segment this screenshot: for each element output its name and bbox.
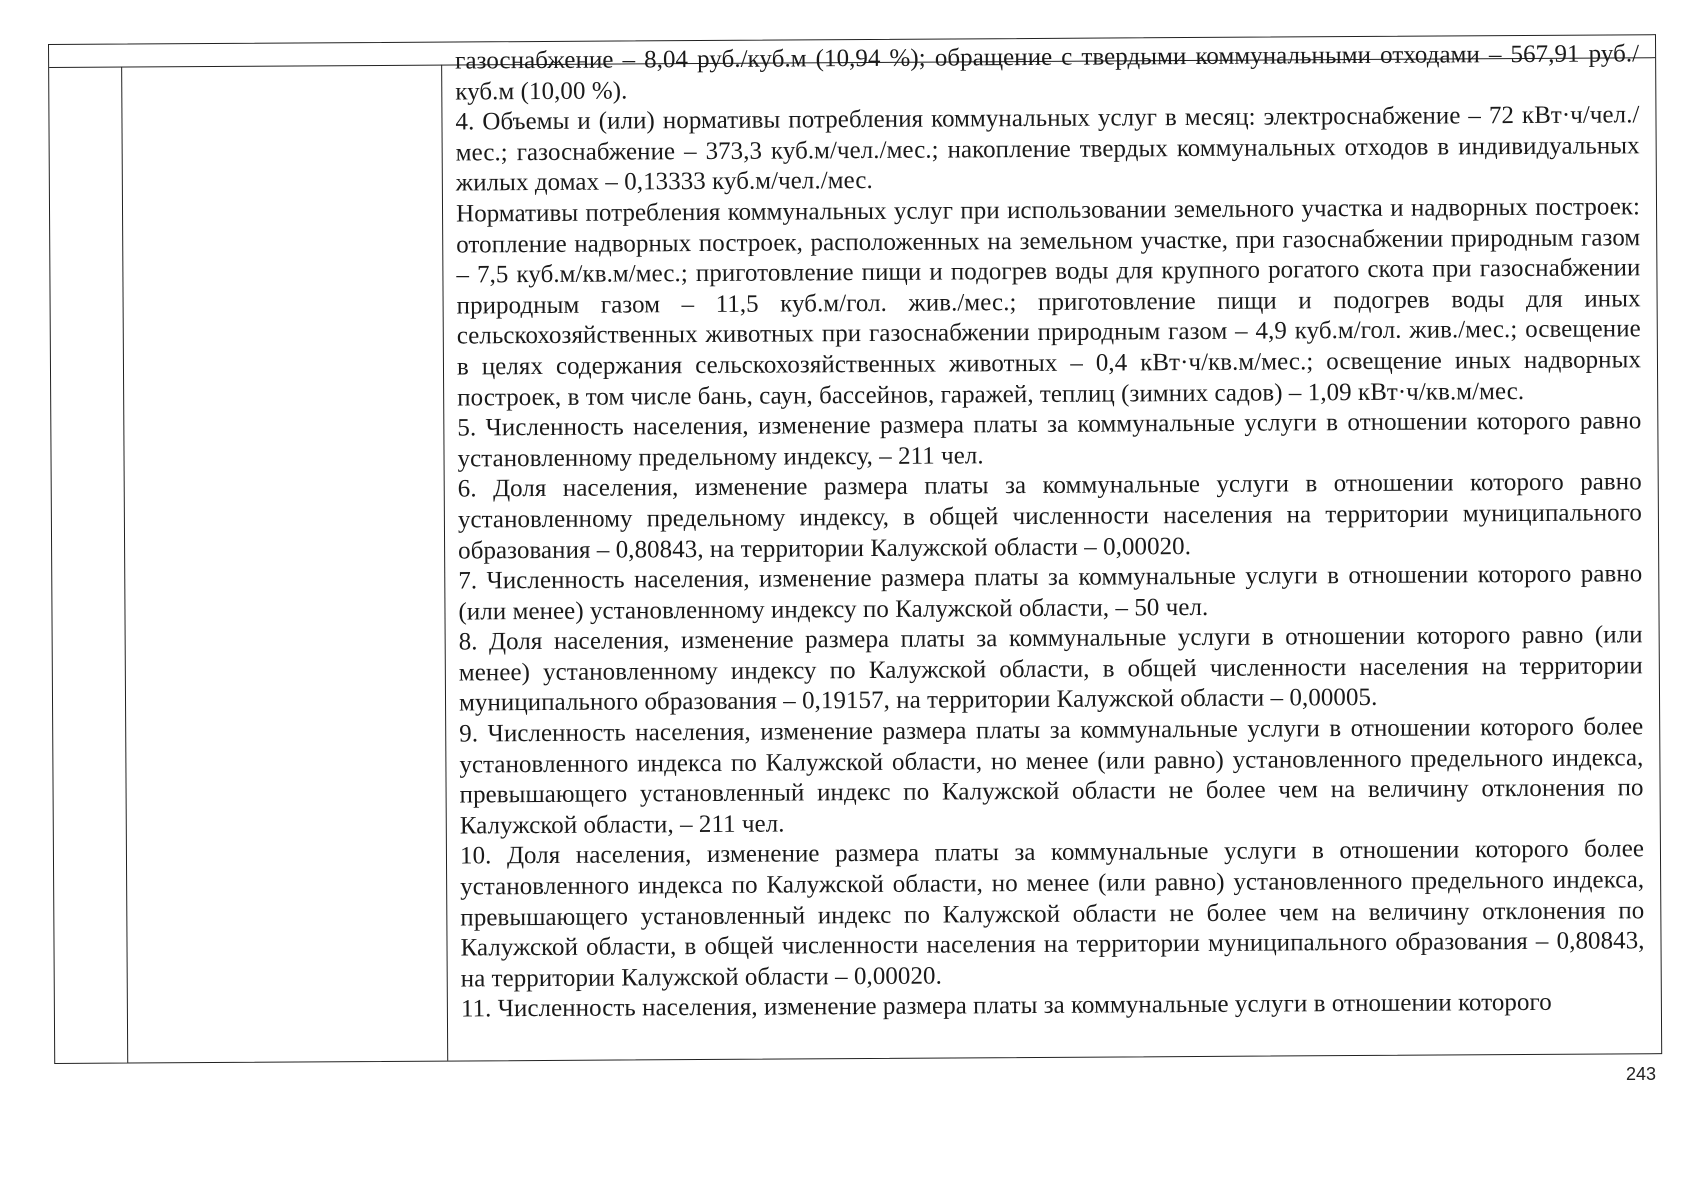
document-table	[48, 34, 1662, 1064]
paragraph-gas-waste-tariffs: газоснабжение – 8,04 руб./куб.м (10,94 %); обращение с твердыми коммунальными отходами – 567,91 руб./куб.м (10,00 %).	[455, 40, 1640, 106]
table-column-name	[121, 65, 448, 1063]
table-column-number	[49, 67, 128, 1063]
paragraph-item-4: 4. Объемы и (или) нормативы потребления коммунальных услуг в месяц: электроснабжение – 72 кВт·ч/чел./мес.; газоснабжение – 373,3 куб.м/чел./мес.; накопление твердых коммунальных отходов в индивидуальных жилых домах – 0,13333 куб.м/чел./мес.	[455, 101, 1640, 197]
paragraph-item-5: 5. Численность населения, изменение размера платы за коммунальные услуги в отношении которого равно установленному предельному индексу, – 211 чел.	[457, 407, 1642, 473]
page-number: 243	[1625, 1064, 1656, 1084]
paragraph-norms-land-plot: Нормативы потребления коммунальных услуг при использовании земельного участка и надворных построек: отопление надворных построек, расположенных на земельном участке, при газоснабжении природным газом – 7,5 куб.м/кв.м/мес.; приготовление пищи и подогрев воды для крупного рогатого скота при газоснабжении природным газом – 11,5 куб.м/гол. жив./мес.; приготовление пищи и подогрев воды для иных сельскохозяйственных животных при газоснабжении природным газом – 4,9 куб.м/гол. жив./мес.; освещение в целях содержания сельскохозяйственных животных – 0,4 кВт·ч/кв.м/мес.; освещение иных надворных построек, в том числе бань, саун, бассейнов, гаражей, теплиц (зимних садов) – 1,09 кВт·ч/кв.м/мес.	[455, 193, 1642, 412]
paragraph-item-6: 6. Доля населения, изменение размера платы за коммунальные услуги в отношении которого равно установленному предельному индексу, в общей численности населения на территории муниципального образования – 0,80843, на территории Калужской области – 0,00020.	[457, 468, 1642, 565]
paragraph-item-11: 11. Численность населения, изменение размера платы за коммунальные услуги в отношении которого	[460, 989, 1552, 1023]
paragraph-item-8: 8. Доля населения, изменение размера платы за коммунальные услуги в отношении которого равно (или менее) установленному индексу по Калужской области, в общей численности населения на территории муниципального образования – 0,19157, на территории Калужской области – 0,00005.	[458, 621, 1643, 717]
table-column-content	[445, 35, 1661, 1060]
paragraph-item-9: 9. Численность населения, изменение размера платы за коммунальные услуги в отношении которого более установленного индекса по Калужской области, но менее (или равно) установленного предельного индекса, превышающего установленный индекс по Калужской области не более чем на величину отклонения по Калужской области, – 211 чел.	[459, 713, 1644, 840]
paragraph-item-10: 10. Доля населения, изменение размера платы за коммунальные услуги в отношении которого более установленного индекса по Калужской области, но менее (или равно) установленного предельного индекса, превышающего установленный индекс по Калужской области не более чем на величину отклонения по Калужской области, в общей численности населения на территории муниципального образования – 0,80843, на территории Калужской области – 0,00020.	[459, 835, 1645, 993]
paragraph-item-7: 7. Численность населения, изменение размера платы за коммунальные услуги в отношении которого равно (или менее) установленному индексу по Калужской области, – 50 чел.	[458, 560, 1643, 626]
